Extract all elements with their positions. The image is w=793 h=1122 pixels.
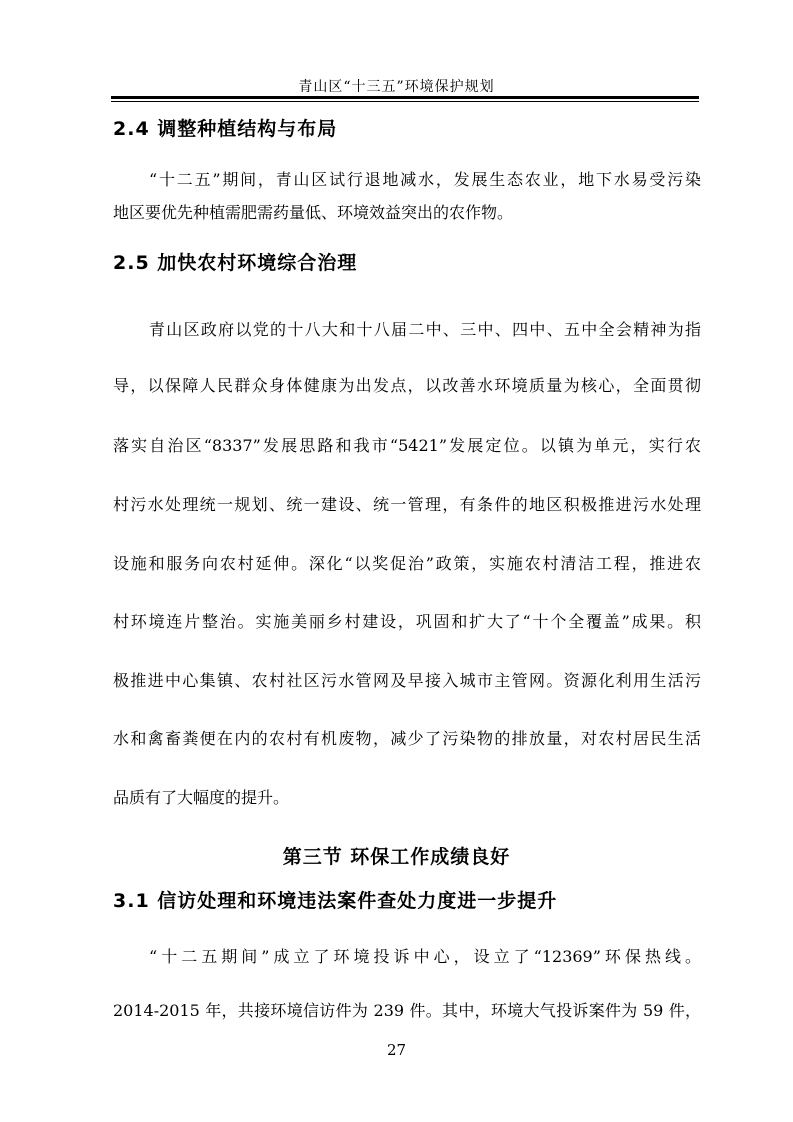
- paragraph-line: 设施和服务向农村延伸。深化“以奖促治”政策，实施农村清洁工程，推进农: [113, 554, 701, 573]
- section-title: 第三节 环保工作成绩良好: [282, 846, 511, 868]
- paragraph-line: “十二五期间”成立了环境投诉中心，设立了“12369”环保热线。: [149, 947, 701, 966]
- header-rule-thin: [111, 101, 699, 102]
- paragraph-line: 地区要优先种植需肥需药量低、环境效益突出的农作物。: [113, 203, 514, 222]
- paragraph-line: 村污水处理统一规划、统一建设、统一管理，有条件的地区积极推进污水处理: [113, 495, 701, 514]
- header-rule-thick: [111, 96, 699, 99]
- paragraph-line: 导，以保障人民群众身体健康为出发点，以改善水环境质量为核心，全面贯彻: [113, 376, 701, 395]
- heading-3-1: 3.1 信访处理和环境违法案件查处力度进一步提升: [113, 890, 558, 912]
- running-header: 青山区“十三五”环境保护规划: [298, 79, 495, 95]
- paragraph-line: 青山区政府以党的十八大和十八届二中、三中、四中、五中全会精神为指: [149, 320, 701, 339]
- paragraph-line: 品质有了大幅度的提升。: [113, 788, 290, 807]
- heading-2-5: 2.5 加快农村环境综合治理: [113, 252, 358, 274]
- page-number: 27: [386, 1041, 407, 1059]
- paragraph-line: 水和禽畜粪便在内的农村有机废物，减少了污染物的排放量，对农村居民生活: [113, 729, 701, 748]
- paragraph-line: 落实自治区“8337”发展思路和我市“5421”发展定位。以镇为单元，实行农: [113, 436, 701, 455]
- paragraph-line: 2014-2015 年，共接环境信访件为 239 件。其中，环境大气投诉案件为 59 件，: [113, 1001, 701, 1020]
- paragraph-line: 村环境连片整治。实施美丽乡村建设，巩固和扩大了“十个全覆盖”成果。积: [113, 612, 701, 631]
- paragraph-line: “十二五”期间，青山区试行退地减水，发展生态农业，地下水易受污染: [149, 170, 701, 189]
- heading-2-4: 2.4 调整种植结构与布局: [113, 118, 338, 140]
- paragraph-line: 极推进中心集镇、农村社区污水管网及早接入城市主管网。资源化利用生活污: [113, 671, 701, 690]
